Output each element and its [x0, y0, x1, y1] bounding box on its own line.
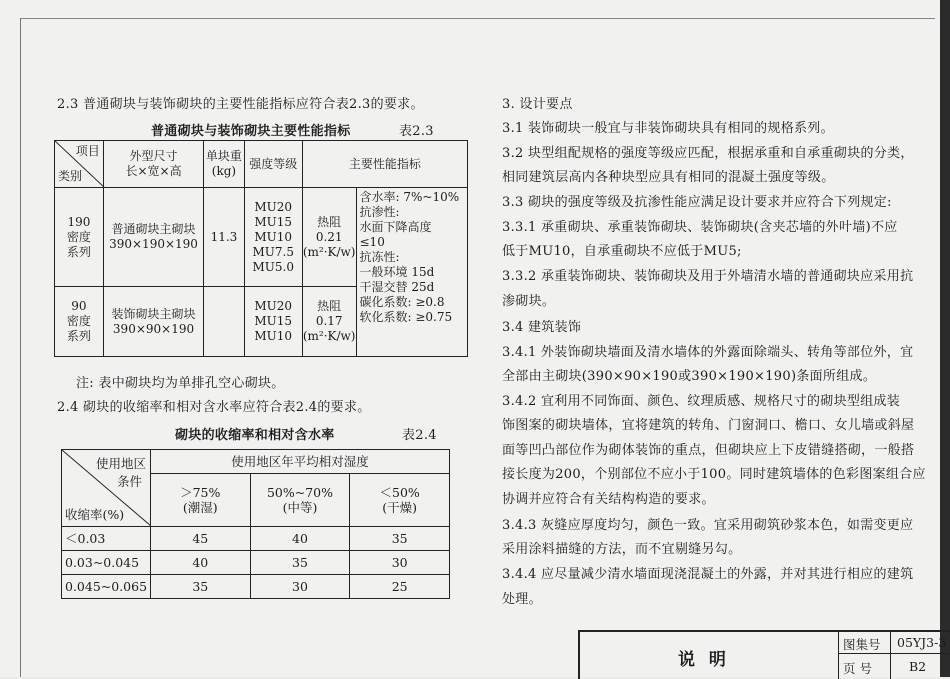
- grade-90-1: MU20: [254, 299, 293, 313]
- header-size-line1: 外型尺寸: [129, 149, 178, 163]
- humidity-dry-value: ＜50%: [379, 485, 420, 501]
- diagonal-header-cell: [55, 141, 104, 188]
- scan-edge: [940, 0, 950, 677]
- table-2-4-title: 砌块的收缩率和相对含水率: [175, 428, 335, 443]
- text-line-2: 3.2 块型组配规格的强度等级应匹配，根据承重和自承重砌块的分类，: [502, 146, 914, 161]
- grade-90-2: MU15: [254, 314, 293, 328]
- atlas-number-label: 图集号: [843, 637, 881, 652]
- frame-left-line: [20, 18, 21, 677]
- shrink-row-3: [62, 575, 450, 599]
- grade-90-3: MU10: [254, 329, 293, 343]
- size-90-l1: 装饰砌块主砌块: [111, 306, 196, 321]
- page-number: B2: [909, 659, 927, 674]
- size-190: [103, 188, 203, 287]
- perf-line-5: 抗冻性:: [359, 250, 400, 264]
- text-line-10: 3.4.1 外装饰砌块墙面及清水墙体的外露面除端头、转角等部位外，宜: [502, 345, 914, 360]
- text-line-8: 渗砌块。: [502, 294, 556, 309]
- performance-table: [54, 140, 468, 357]
- shrink-row-1-wet: 45: [150, 527, 250, 551]
- thermal-90-l3: (m²·K/w): [302, 329, 356, 343]
- sheet-heading: 说 明: [678, 650, 730, 670]
- perf-line-1: 含水率: 7%~10%: [359, 190, 460, 204]
- shrink-row-1-rate: ＜0.03: [62, 527, 151, 551]
- humidity-wet-value: ＞75%: [180, 485, 221, 501]
- humidity-col-wet: [150, 474, 250, 527]
- thermal-190-l2: 0.21: [315, 229, 343, 244]
- text-line-19: 3.4.4 应尽量减少清水墙面现浇混凝土的外露，并对其进行相应的建筑: [502, 567, 914, 582]
- perf-line-4: ≤10: [359, 235, 385, 249]
- humidity-col-medium: [250, 474, 350, 527]
- cat-190-l1: 190: [67, 214, 91, 229]
- table-note: 注: 表中砌块均为单排孔空心砌块。: [76, 376, 285, 391]
- thermal-190: [302, 188, 356, 287]
- performance-indicators: [356, 188, 468, 357]
- title-block-divider-2: [890, 632, 891, 679]
- title-block-divider-3: [838, 653, 950, 654]
- humidity-dry-label: (干燥): [382, 500, 418, 516]
- grade-190-5: MU5.0: [252, 259, 294, 274]
- text-line-9: 3.4 建筑装饰: [502, 320, 582, 335]
- text-line-17: 3.4.3 灰缝应厚度均匀，颜色一致。宜采用砌筑砂浆本色，如需变更应: [502, 518, 914, 533]
- shrinkage-table: [61, 449, 450, 599]
- text-line-14: 面等凹凸部位作为砌体装饰的重点，但砌块应上下皮错缝搭砌，一般搭: [502, 443, 915, 458]
- shrink-header-region: 使用地区: [95, 456, 146, 471]
- text-line-16: 协调并应符合有关结构构造的要求。: [502, 492, 715, 507]
- text-line-13: 饰图案的砌块墙体，宜将建筑的转角、门窗洞口、檐口、女儿墙或斜屋: [502, 418, 915, 433]
- humidity-header: 使用地区年平均相对湿度: [150, 450, 449, 474]
- design-points-heading: 3. 设计要点: [502, 97, 573, 112]
- cat-90-l1: 90: [71, 299, 87, 313]
- table-2-3-number: 表2.3: [399, 124, 434, 139]
- text-line-3: 相同建筑层高内各种块型应具有相同的混凝土强度等级。: [502, 170, 835, 185]
- size-90-l2: 390×90×190: [112, 321, 195, 336]
- cat-90-l2: 密度: [66, 314, 91, 328]
- shrink-row-2: [62, 551, 450, 575]
- humidity-wet-label: (潮湿): [182, 500, 218, 516]
- shrink-row-3-dry: 25: [350, 575, 450, 599]
- header-size: [103, 141, 203, 188]
- section-2-4-heading: 2.4 砌块的收缩率和相对含水率应符合表2.4的要求。: [57, 400, 371, 415]
- header-category: 类别: [58, 169, 83, 183]
- grades-90: [244, 287, 302, 357]
- section-2-3-heading: 2.3 普通砌块与装饰砌块的主要性能指标应符合表2.3的要求。: [57, 97, 424, 112]
- shrink-row-2-dry: 30: [350, 551, 450, 575]
- size-190-l2: 390×190×190: [109, 237, 198, 251]
- shrink-row-3-rate: 0.045~0.065: [62, 575, 151, 599]
- perf-line-7: 干湿交替 25d: [359, 280, 435, 294]
- shrink-row-1: [62, 527, 450, 551]
- thermal-90-l1: 热阻: [317, 299, 342, 313]
- perf-line-9: 软化系数: ≥0.75: [359, 310, 453, 324]
- page-number-label: 页 号: [843, 661, 872, 676]
- frame-top-line: [20, 18, 935, 19]
- shrink-row-1-dry: 35: [350, 527, 450, 551]
- text-line-1: 3.1 装饰砌块一般宜与非装饰砌块具有相同的规格系列。: [502, 121, 834, 136]
- weight-90: [204, 287, 244, 357]
- cat-190-l3: 系列: [66, 244, 91, 259]
- grade-190-4: MU7.5: [252, 244, 294, 259]
- weight-190: 11.3: [204, 188, 244, 287]
- thermal-90-l2: 0.17: [315, 314, 343, 328]
- shrink-diagonal-cell: [62, 450, 151, 527]
- grade-190-3: MU10: [254, 229, 293, 244]
- perf-line-3: 水面下降高度: [359, 220, 432, 234]
- text-line-6: 低于MU10，自承重砌块不应低于MU5;: [502, 244, 742, 259]
- shrink-header-condition: 条件: [116, 474, 142, 489]
- text-line-12: 3.4.2 宜利用不同饰面、颜色、纹理质感、规格尺寸的砌块型组成装: [502, 394, 901, 409]
- shrink-row-2-rate: 0.03~0.045: [62, 551, 151, 575]
- text-line-18: 采用涂料描缝的方法，而不宜剔缝另勾。: [502, 542, 742, 557]
- shrink-row-3-wet: 35: [150, 575, 250, 599]
- shrink-row-3-medium: 30: [250, 575, 350, 599]
- perf-line-6: 一般环境 15d: [359, 265, 435, 279]
- text-line-20: 处理。: [502, 592, 542, 607]
- header-weight-line2: (kg): [211, 164, 237, 178]
- text-line-11: 全部由主砌块(390×90×190或390×190×190)条面所组成。: [502, 369, 877, 384]
- grade-190-1: MU20: [254, 199, 293, 214]
- table-header-row: [55, 141, 468, 188]
- header-project: 项目: [75, 144, 100, 158]
- cat-190-l2: 密度: [66, 229, 91, 244]
- thermal-190-l1: 热阻: [317, 214, 342, 229]
- cat-90-l3: 系列: [66, 329, 91, 343]
- humidity-medium-value: 50%~70%: [266, 485, 333, 501]
- humidity-col-dry: [350, 474, 450, 527]
- humidity-medium-label: (中等): [282, 500, 318, 516]
- perf-line-8: 碳化系数: ≥0.8: [359, 295, 445, 309]
- size-90: [103, 287, 203, 357]
- shrink-header-row-1: [62, 450, 450, 474]
- perf-line-2: 抗渗性:: [359, 205, 400, 219]
- grades-190: [244, 188, 302, 287]
- header-size-line2: 长×宽×高: [125, 164, 182, 178]
- shrink-row-1-medium: 40: [250, 527, 350, 551]
- cat-190: [55, 188, 104, 287]
- text-line-15: 接长度为200，个别部位不应小于100。同时建筑墙体的色彩图案组合应: [502, 467, 926, 482]
- title-block: [578, 630, 950, 679]
- shrink-header-rate: 收缩率(%): [65, 507, 125, 522]
- text-line-4: 3.3 砌块的强度等级及抗渗性能应满足设计要求并应符合下列规定:: [502, 195, 892, 210]
- header-weight-line1: 单块重: [205, 149, 242, 163]
- header-grade: 强度等级: [244, 141, 302, 188]
- title-block-divider-1: [838, 632, 839, 679]
- atlas-number: 05YJ3-3: [897, 635, 947, 650]
- table-2-4-number: 表2.4: [402, 428, 437, 443]
- header-performance: 主要性能指标: [302, 141, 467, 188]
- cat-90: [55, 287, 104, 357]
- table-row-190: [55, 188, 468, 287]
- shrink-row-2-wet: 40: [150, 551, 250, 575]
- table-2-3-title: 普通砌块与装饰砌块主要性能指标: [151, 124, 351, 139]
- thermal-90: [302, 287, 356, 357]
- thermal-190-l3: (m²·K/w): [302, 244, 356, 259]
- size-190-l1: 普通砌块主砌块: [111, 222, 196, 236]
- grade-190-2: MU15: [254, 214, 293, 229]
- text-line-5: 3.3.1 承重砌块、承重装饰砌块、装饰砌块(含夹芯墙的外叶墙)不应: [502, 220, 898, 235]
- text-line-7: 3.3.2 承重装饰砌块、装饰砌块及用于外墙清水墙的普通砌块应采用抗: [502, 269, 914, 284]
- shrink-row-2-medium: 35: [250, 551, 350, 575]
- header-weight: [204, 141, 244, 188]
